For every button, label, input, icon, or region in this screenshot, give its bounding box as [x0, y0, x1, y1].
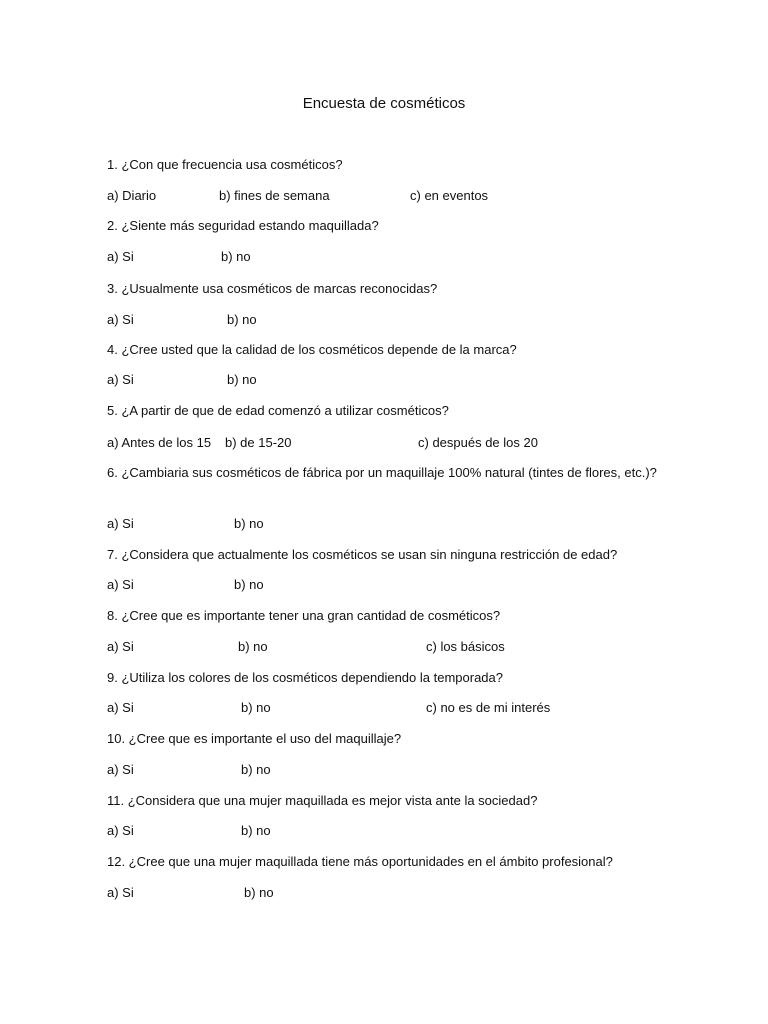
option-b: b) fines de semana — [219, 188, 330, 203]
option-b: b) no — [241, 762, 271, 777]
question-7: 7. ¿Considera que actualmente los cosméticos se usan sin ninguna restricción de edad? — [107, 547, 618, 562]
question-6: 6. ¿Cambiaria sus cosméticos de fábrica por un maquillaje 100% natural (tintes de flores, etc.)? — [107, 465, 657, 480]
option-a: a) Si — [107, 700, 134, 715]
option-b: b) no — [227, 312, 257, 327]
question-5: 5. ¿A partir de que de edad comenzó a utilizar cosméticos? — [107, 403, 449, 418]
option-a: a) Si — [107, 762, 134, 777]
option-b: b) de 15-20 — [225, 435, 292, 450]
option-b: b) no — [227, 372, 257, 387]
option-a: a) Si — [107, 885, 134, 900]
option-b: b) no — [234, 516, 264, 531]
option-c: c) no es de mi interés — [426, 700, 551, 715]
question-11: 11. ¿Considera que una mujer maquillada es mejor vista ante la sociedad? — [107, 793, 538, 808]
question-2: 2. ¿Siente más seguridad estando maquillada? — [107, 218, 379, 233]
option-a: a) Antes de los 15 — [107, 435, 212, 450]
question-10: 10. ¿Cree que es importante el uso del maquillaje? — [107, 731, 402, 746]
option-a: a) Diario — [107, 188, 157, 203]
question-3: 3. ¿Usualmente usa cosméticos de marcas reconocidas? — [107, 281, 438, 296]
option-a: a) Si — [107, 516, 134, 531]
question-1: 1. ¿Con que frecuencia usa cosméticos? — [107, 157, 343, 172]
option-b: b) no — [234, 577, 264, 592]
option-a: a) Si — [107, 577, 134, 592]
option-a: a) Si — [107, 639, 134, 654]
option-c: c) después de los 20 — [418, 435, 538, 450]
option-b: b) no — [238, 639, 268, 654]
option-a: a) Si — [107, 249, 134, 264]
option-a: a) Si — [107, 823, 134, 838]
question-9: 9. ¿Utiliza los colores de los cosméticos dependiendo la temporada? — [107, 670, 503, 685]
question-4: 4. ¿Cree usted que la calidad de los cosméticos depende de la marca? — [107, 342, 517, 357]
option-b: b) no — [241, 700, 271, 715]
question-8: 8. ¿Cree que es importante tener una gran cantidad de cosméticos? — [107, 608, 501, 623]
question-12: 12. ¿Cree que una mujer maquillada tiene más oportunidades en el ámbito profesional? — [107, 854, 613, 869]
document-title: Encuesta de cosméticos — [302, 95, 466, 112]
option-a: a) Si — [107, 372, 134, 387]
option-c: c) en eventos — [410, 188, 489, 203]
option-c: c) los básicos — [426, 639, 505, 654]
option-a: a) Si — [107, 312, 134, 327]
option-b: b) no — [244, 885, 274, 900]
option-b: b) no — [221, 249, 251, 264]
option-b: b) no — [241, 823, 271, 838]
